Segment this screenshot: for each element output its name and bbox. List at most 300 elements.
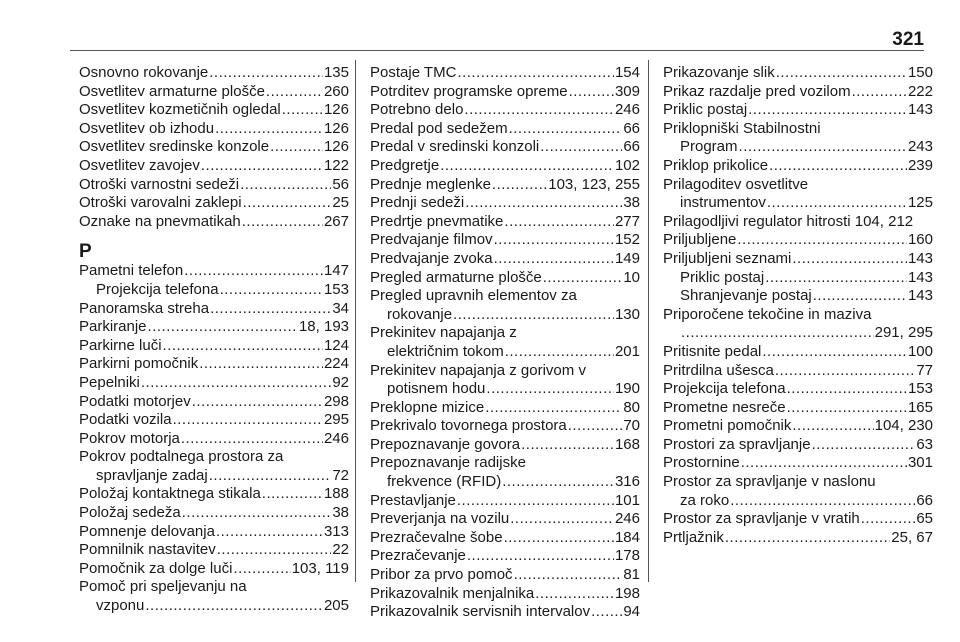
index-entry (370, 436, 640, 455)
dot-leader (792, 417, 873, 436)
entry-term: Program (680, 138, 738, 156)
entry-term: frekvence (RFID) (387, 473, 502, 491)
entry-term: Osvetlitev sredinske konzole (79, 138, 270, 156)
entry-term: Podatki motorjev (79, 392, 191, 410)
index-subentry (370, 343, 640, 362)
dot-leader (737, 231, 907, 250)
dot-leader (494, 231, 614, 250)
entry-pages: 130 (614, 305, 640, 323)
index-entry (663, 250, 933, 269)
entry-term: Prednje meglenke (370, 175, 491, 193)
entry-pages: 38 (332, 504, 349, 522)
dot-leader (504, 529, 614, 548)
index-entry (79, 101, 349, 120)
entry-term: Priljubljeni seznami (663, 249, 792, 267)
entry-term: Predgretje (370, 156, 440, 174)
dot-leader (494, 250, 614, 269)
entry-term: Prostornine (663, 454, 740, 472)
index-subentry (370, 380, 640, 399)
index-entry (663, 83, 933, 102)
index-entry (79, 64, 349, 83)
index-subentry (663, 138, 933, 157)
dot-leader (282, 101, 323, 120)
index-entry (79, 213, 349, 232)
index-entry (370, 157, 640, 176)
entry-term: Prikazovalnik servisnih intervalov (370, 603, 591, 621)
dot-leader (242, 213, 323, 232)
dot-leader (765, 269, 907, 288)
index-subentry (663, 287, 933, 306)
entry-term: Pametni telefon (79, 262, 184, 280)
dot-leader (775, 362, 915, 381)
dot-leader (464, 101, 614, 120)
dot-leader (504, 213, 614, 232)
index-entry (79, 176, 349, 195)
entry-pages: 150 (907, 64, 933, 81)
dot-leader (739, 138, 907, 157)
index-entry (663, 436, 933, 455)
entry-term: Pribor za prvo pomoč (370, 566, 513, 584)
entry-pages: 143 (907, 249, 933, 267)
index-entry (370, 603, 640, 622)
index-entry (79, 393, 349, 412)
entry-pages: 66 (623, 119, 640, 137)
index-entry (370, 399, 640, 418)
index-entry-heading: Prekinitev napajanja z gorivom v (370, 361, 586, 379)
dot-leader (201, 157, 323, 176)
dot-leader (141, 374, 331, 393)
entry-pages: 143 (907, 101, 933, 119)
entry-term: Priklic postaj (663, 101, 748, 119)
entry-pages: 10 (623, 268, 640, 286)
entry-pages: 295 (323, 411, 349, 429)
entry-term: Preverjanja na vozilu (370, 510, 510, 528)
entry-pages: 103, 123, 255 (548, 175, 640, 193)
entry-pages: 154 (614, 64, 640, 81)
entry-pages: 298 (323, 392, 349, 410)
entry-term: Predal v sredinski konzoli (370, 138, 540, 156)
index-entry (79, 138, 349, 157)
dot-leader (569, 83, 614, 102)
dot-leader (502, 473, 614, 492)
index-entry (370, 138, 640, 157)
entry-term: vzponu (96, 597, 145, 615)
dot-leader (181, 430, 323, 449)
index-entry (370, 194, 640, 213)
column-divider (648, 60, 649, 582)
index-entry (79, 120, 349, 139)
index-entry (370, 120, 640, 139)
index-entry (79, 262, 349, 281)
dot-leader (505, 343, 614, 362)
index-entry (79, 485, 349, 504)
entry-pages: 81 (623, 566, 640, 584)
dot-leader (486, 380, 614, 399)
dot-leader (510, 510, 614, 529)
entry-term: Preklopne mizice (370, 398, 485, 416)
index-entry (370, 492, 640, 511)
dot-leader (192, 393, 323, 412)
dot-leader (182, 504, 332, 523)
dot-leader (767, 194, 907, 213)
entry-pages: 77 (916, 361, 933, 379)
entry-term: instrumentov (680, 194, 766, 212)
index-entry (663, 510, 933, 529)
entry-pages: 143 (907, 268, 933, 286)
entry-pages: 153 (907, 380, 933, 398)
dot-leader (514, 566, 623, 585)
entry-pages: 246 (323, 429, 349, 447)
index-entry (663, 362, 933, 381)
dot-leader (184, 262, 323, 281)
entry-term: Postaje TMC (370, 64, 457, 81)
entry-term: Prikaz razdalje pred vozilom (663, 82, 851, 100)
entry-term: Priklop prikolice (663, 156, 769, 174)
entry-term: Predrtje pnevmatike (370, 212, 504, 230)
index-column-1 (79, 64, 349, 616)
index-subentry (370, 306, 640, 325)
entry-term: Priljubljene (663, 231, 737, 249)
index-entry (79, 374, 349, 393)
dot-leader (787, 380, 907, 399)
index-entry (370, 83, 640, 102)
entry-term: Predvajanje filmov (370, 231, 493, 249)
entry-term: Položaj kontaktnega stikala (79, 485, 261, 503)
index-entry (79, 541, 349, 560)
entry-pages: 201 (614, 342, 640, 360)
index-entry (370, 64, 640, 83)
entry-term: Pomnenje delovanja (79, 522, 215, 540)
entry-pages: 25, 67 (891, 528, 933, 546)
entry-pages: 152 (614, 231, 640, 249)
index-entry (663, 157, 933, 176)
section-letter: P (79, 241, 92, 263)
entry-term: Prometni pomočnik (663, 417, 792, 435)
entry-term: Oznake na pnevmatikah (79, 212, 241, 230)
entry-term: Osvetlitev ob izhodu (79, 119, 215, 137)
entry-pages: 153 (323, 280, 349, 298)
dot-leader (741, 454, 907, 473)
dot-leader (852, 83, 907, 102)
dot-leader (209, 64, 323, 83)
entry-pages: 316 (614, 473, 640, 491)
entry-term: Pokrov motorja (79, 429, 180, 447)
index-entry (663, 454, 933, 473)
entry-term: Projekcija telefona (663, 380, 786, 398)
dot-leader (216, 523, 323, 542)
entry-term: spravljanje zadaj (96, 466, 208, 484)
dot-leader (453, 306, 614, 325)
entry-pages: 65 (916, 510, 933, 528)
entry-term: Prednji sedeži (370, 194, 465, 212)
entry-pages: 190 (614, 380, 640, 398)
entry-term: Prikazovanje slik (663, 64, 775, 81)
index-subentry (370, 473, 640, 492)
entry-pages: 222 (907, 82, 933, 100)
index-entry-heading: Priporočene tekočine in maziva (663, 305, 872, 323)
index-entry (79, 83, 349, 102)
dot-leader (173, 411, 323, 430)
entry-term: Prostori za spravljanje (663, 435, 811, 453)
index-entry (79, 355, 349, 374)
dot-leader (681, 324, 874, 343)
dot-leader (535, 585, 614, 604)
entry-pages: 149 (614, 249, 640, 267)
entry-pages: 72 (332, 466, 349, 484)
entry-pages: 66 (623, 138, 640, 156)
entry-pages: 34 (332, 299, 349, 317)
entry-pages: 165 (907, 398, 933, 416)
entry-pages: 124 (323, 336, 349, 354)
entry-term: Parkirni pomočnik (79, 355, 199, 373)
entry-pages: 260 (323, 82, 349, 100)
entry-term: Prezračevanje (370, 547, 466, 565)
dot-leader (730, 492, 915, 511)
entry-pages: 92 (332, 373, 349, 391)
entry-term: Pritisnite pedal (663, 342, 762, 360)
entry-pages: 246 (614, 101, 640, 119)
entry-pages: 277 (614, 212, 640, 230)
entry-pages: 301 (907, 454, 933, 472)
index-entry (79, 560, 349, 579)
dot-leader (440, 157, 614, 176)
entry-term: Osvetlitev kozmetičnih ogledal (79, 101, 281, 119)
entry-term: Prometne nesreče (663, 398, 786, 416)
entry-term: Predal pod sedežem (370, 119, 508, 137)
index-entry (370, 213, 640, 232)
index-subentry (663, 194, 933, 213)
dot-leader (262, 485, 323, 504)
index-entry (370, 101, 640, 120)
index-entry (663, 529, 933, 548)
entry-term: Osnovno rokovanje (79, 64, 209, 81)
dot-leader (861, 510, 916, 529)
index-entry (79, 337, 349, 356)
dot-leader (457, 492, 614, 511)
entry-pages: 22 (332, 541, 349, 559)
index-entry (79, 300, 349, 319)
entry-term: Potrditev programske opreme (370, 82, 568, 100)
entry-term: Parkiranje (79, 318, 147, 336)
entry-pages: 168 (614, 435, 640, 453)
dot-leader (217, 541, 332, 560)
entry-term: za roko (680, 491, 730, 509)
index-entry (79, 157, 349, 176)
index-subentry (79, 597, 349, 616)
index-entry (663, 417, 933, 436)
index-entry (370, 250, 640, 269)
entry-pages: 224 (323, 355, 349, 373)
dot-leader (266, 83, 323, 102)
index-entry (370, 231, 640, 250)
entry-term: Prtljažnik (663, 528, 724, 546)
index-entry (370, 417, 640, 436)
entry-pages: 143 (907, 287, 933, 305)
index-entry (79, 194, 349, 213)
index-entry (370, 529, 640, 548)
dot-leader (540, 138, 622, 157)
entry-pages: 80 (623, 398, 640, 416)
index-entry (663, 101, 933, 120)
index-subentry (663, 269, 933, 288)
entry-pages: 126 (323, 138, 349, 156)
entry-pages: 122 (323, 156, 349, 174)
index-entry (663, 64, 933, 83)
dot-leader (163, 337, 323, 356)
entry-term: Parkirne luči (79, 336, 162, 354)
entry-term: Prikazovalnik menjalnika (370, 584, 535, 602)
dot-leader (457, 64, 614, 83)
index-column-3 (663, 64, 933, 547)
entry-pages: 198 (614, 584, 640, 602)
dot-leader (492, 176, 547, 195)
dot-leader (270, 138, 323, 157)
dot-leader (485, 399, 622, 418)
index-entry (370, 176, 640, 195)
entry-term: Pregled armaturne plošče (370, 268, 542, 286)
index-subentry (79, 467, 349, 486)
entry-term: Otroški varnostni sedeži (79, 175, 240, 193)
entry-term: Prezračevalne šobe (370, 528, 503, 546)
dot-leader (568, 417, 623, 436)
dot-leader (145, 597, 323, 616)
index-entry-heading: Pregled upravnih elementov za (370, 287, 577, 305)
index-column-2 (370, 64, 640, 622)
entry-term: Projekcija telefona (96, 280, 219, 298)
dot-leader (509, 120, 623, 139)
entry-term: električnim tokom (387, 342, 504, 360)
index-entry-heading: Prekinitev napajanja z (370, 324, 517, 342)
entry-pages: 178 (614, 547, 640, 565)
dot-leader (813, 287, 907, 306)
entry-term: Panoramska streha (79, 299, 210, 317)
entry-pages: 102 (614, 156, 640, 174)
entry-term: rokovanje (387, 305, 453, 323)
entry-term: Osvetlitev zavojev (79, 156, 200, 174)
index-entry (370, 585, 640, 604)
entry-pages: 239 (907, 156, 933, 174)
index-entry-heading: Prostor za spravljanje v naslonu (663, 473, 876, 491)
index-entry (663, 380, 933, 399)
entry-pages: 56 (332, 175, 349, 193)
entry-term: Predvajanje zvoka (370, 249, 493, 267)
entry-term: Pepelniki (79, 373, 140, 391)
entry-pages: 66 (916, 491, 933, 509)
dot-leader (762, 343, 907, 362)
dot-leader (243, 194, 332, 213)
index-subentry (663, 324, 933, 343)
entry-pages: 188 (323, 485, 349, 503)
entry-pages: 101 (614, 491, 640, 509)
entry-pages: 243 (907, 138, 933, 156)
index-entry (79, 523, 349, 542)
entry-term: Prostor za spravljanje v vratih (663, 510, 860, 528)
entry-term: Prestavljanje (370, 491, 456, 509)
index-entry (663, 399, 933, 418)
dot-leader (787, 399, 907, 418)
index-entry-heading: Pokrov podtalnega prostora za (79, 448, 284, 466)
entry-term: potisnem hodu (387, 380, 486, 398)
entry-term: Pomnilnik nastavitev (79, 541, 216, 559)
dot-leader (240, 176, 331, 195)
dot-leader (776, 64, 907, 83)
index-subentry (79, 281, 349, 300)
dot-leader (812, 436, 916, 455)
entry-pages: 94 (623, 603, 640, 621)
index-entry (79, 411, 349, 430)
entry-term: Shranjevanje postaj (680, 287, 812, 305)
entry-term: Podatki vozila (79, 411, 172, 429)
index-entry-heading: Prilagodljivi regulator hitrosti 104, 212 (663, 212, 914, 230)
dot-leader (591, 603, 622, 622)
entry-pages: 184 (614, 528, 640, 546)
entry-pages: 125 (907, 194, 933, 212)
entry-term: Pritrdilna ušesca (663, 361, 774, 379)
entry-pages: 100 (907, 342, 933, 360)
index-entry (370, 269, 640, 288)
dot-leader (233, 560, 290, 579)
dot-leader (209, 467, 332, 486)
dot-leader (199, 355, 323, 374)
entry-term: Otroški varovalni zaklepi (79, 194, 242, 212)
dot-leader (467, 547, 614, 566)
entry-pages: 103, 119 (291, 559, 349, 577)
index-entry (79, 430, 349, 449)
entry-pages: 63 (916, 435, 933, 453)
entry-term: Potrebno delo (370, 101, 464, 119)
entry-pages: 147 (323, 262, 349, 280)
entry-term: Položaj sedeža (79, 504, 181, 522)
dot-leader (215, 120, 323, 139)
index-entry-heading: Pomoč pri speljevanju na (79, 578, 247, 596)
entry-pages: 135 (323, 64, 349, 81)
index-entry (370, 566, 640, 585)
entry-pages: 309 (614, 82, 640, 100)
entry-term: Prekrivalo tovornega prostora (370, 417, 567, 435)
entry-pages: 38 (623, 194, 640, 212)
index-entry (663, 231, 933, 250)
entry-pages: 160 (907, 231, 933, 249)
index-entry (79, 318, 349, 337)
entry-pages: 267 (323, 212, 349, 230)
entry-pages: 126 (323, 101, 349, 119)
dot-leader (748, 101, 907, 120)
entry-pages: 104, 230 (874, 417, 933, 435)
entry-pages: 205 (323, 597, 349, 615)
dot-leader (220, 281, 323, 300)
index-subentry (663, 492, 933, 511)
dot-leader (465, 194, 622, 213)
header-rule (70, 50, 924, 51)
entry-pages: 313 (323, 522, 349, 540)
index-entry (370, 510, 640, 529)
dot-leader (769, 157, 907, 176)
index-entry-heading: Prilagoditev osvetlitve (663, 175, 809, 193)
index-entry (370, 547, 640, 566)
entry-pages: 126 (323, 119, 349, 137)
page-number: 321 (892, 29, 924, 50)
index-entry (663, 343, 933, 362)
entry-term: Priklic postaj (680, 268, 765, 286)
entry-pages: 18, 193 (298, 318, 349, 336)
index-entry-heading: Priklopniški Stabilnostni (663, 119, 821, 137)
dot-leader (210, 300, 331, 319)
entry-pages: 25 (332, 194, 349, 212)
entry-pages: 70 (623, 417, 640, 435)
entry-term: Osvetlitev armaturne plošče (79, 82, 265, 100)
dot-leader (543, 269, 623, 288)
dot-leader (148, 318, 298, 337)
